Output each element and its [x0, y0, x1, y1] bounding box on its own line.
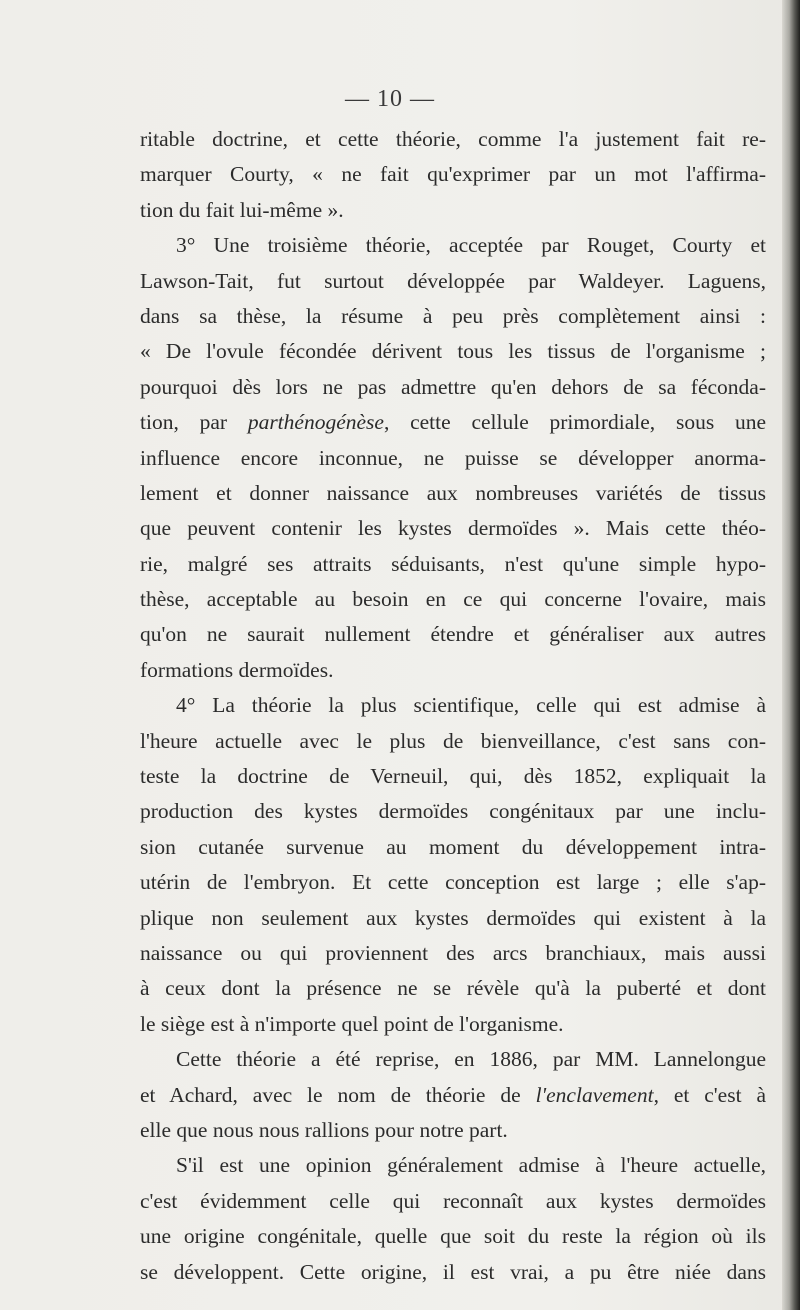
text-line: c'est évidemment celle qui reconnaît aux kystes dermoïdes	[140, 1188, 766, 1213]
text-line: naissance ou qui proviennent des arcs branchiaux, mais aussi	[140, 940, 766, 965]
italic-term: parthénogénèse	[247, 410, 384, 435]
text-line: une origine congénitale, quelle que soit du reste la région où ils	[140, 1224, 766, 1249]
text-line: tion, par parthénogénèse, cette cellule primordiale, sous une	[140, 410, 766, 435]
text-line: plique non seulement aux kystes dermoïdes qui existent à la	[140, 905, 766, 930]
text-line: formations dermoïdes.	[140, 657, 334, 682]
text-line: pourquoi dès lors ne pas admettre qu'en dehors de sa féconda-	[140, 374, 766, 399]
binding-shadow	[782, 0, 800, 1310]
text-line: marquer Courty, « ne fait qu'exprimer par un mot l'affirma-	[140, 162, 766, 187]
text-line: et Achard, avec le nom de théorie de l'enclavement, et c'est à	[140, 1082, 767, 1107]
text-line: production des kystes dermoïdes congénitaux par une inclu-	[140, 799, 766, 824]
text-line: que peuvent contenir les kystes dermoïdes ». Mais cette théo-	[140, 516, 766, 541]
text-line: 3° Une troisième théorie, acceptée par Rouget, Courty et	[176, 233, 766, 258]
text-line: lement et donner naissance aux nombreuses variétés de tissus	[140, 480, 766, 505]
text-line: se développent. Cette origine, il est vrai, a pu être niée dans	[140, 1259, 766, 1284]
text-line: elle que nous nous rallions pour notre part.	[140, 1117, 508, 1142]
text-line: ritable doctrine, et cette théorie, comme l'a justement fait re-	[140, 127, 766, 151]
text-line: l'heure actuelle avec le plus de bienveillance, c'est sans con-	[140, 728, 766, 753]
text-line: rie, malgré ses attraits séduisants, n'est qu'une simple hypo-	[140, 551, 766, 576]
text-line: dans sa thèse, la résume à peu près complètement ainsi :	[140, 303, 766, 328]
text-line: le siège est à n'importe quel point de l'organisme.	[140, 1011, 564, 1036]
text-line: S'il est une opinion généralement admise à l'heure actuelle,	[176, 1153, 766, 1178]
text-line: Lawson-Tait, fut surtout développée par Waldeyer. Laguens,	[140, 268, 766, 293]
text-line: 4° La théorie la plus scientifique, celle qui est admise à	[176, 693, 766, 718]
text-line: à ceux dont la présence ne se révèle qu'à la puberté et dont	[140, 976, 766, 1001]
page-number: — 10 —	[345, 86, 435, 112]
text-line: influence encore inconnue, ne puisse se développer anorma-	[140, 445, 766, 470]
text-line: sion cutanée survenue au moment du développement intra-	[140, 834, 766, 859]
italic-term: l'enclavement	[535, 1082, 654, 1107]
text-line: qu'on ne saurait nullement étendre et généraliser aux autres	[140, 622, 766, 647]
text-line: thèse, acceptable au besoin en ce qui concerne l'ovaire, mais	[140, 587, 766, 612]
text-line: utérin de l'embryon. Et cette conception est large ; elle s'ap-	[140, 870, 766, 895]
text-line: teste la doctrine de Verneuil, qui, dès 1852, expliquait la	[140, 764, 766, 789]
text-line: tion du fait lui-même ».	[140, 197, 344, 222]
body-text	[140, 122, 766, 1290]
text-line: Cette théorie a été reprise, en 1886, par MM. Lannelongue	[176, 1047, 766, 1072]
text-line: « De l'ovule fécondée dérivent tous les tissus de l'organisme ;	[140, 339, 766, 364]
